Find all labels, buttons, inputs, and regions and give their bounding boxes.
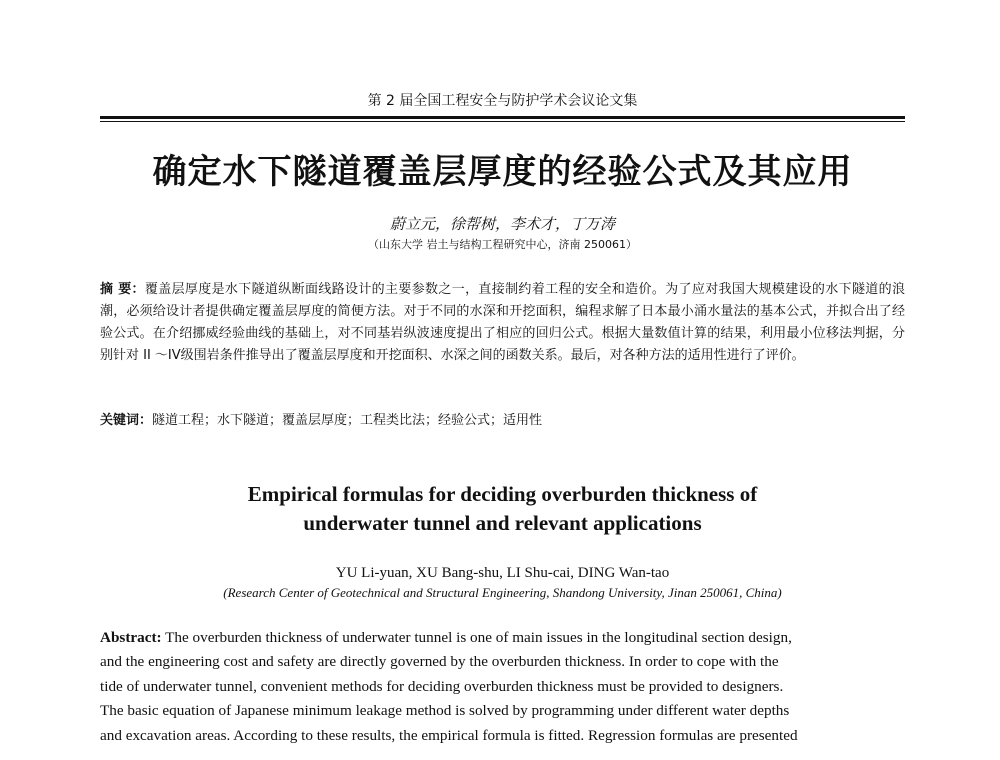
chinese-keywords-text: 隧道工程；水下隧道；覆盖层厚度；工程类比法；经验公式；适用性 bbox=[152, 413, 543, 428]
chinese-affiliation: （山东大学 岩土与结构工程研究中心，济南 250061） bbox=[368, 238, 637, 251]
chinese-abstract-label: 摘 要： bbox=[100, 282, 145, 297]
header-rule-thick bbox=[100, 116, 905, 119]
chinese-keywords bbox=[100, 411, 905, 431]
english-abstract-line: tide of underwater tunnel, convenient methods for deciding overburden thickness must be provided to designers. bbox=[100, 677, 784, 695]
header-rule-thin bbox=[100, 121, 905, 122]
running-header: 第 2 届全国工程安全与防护学术会议论文集 bbox=[367, 93, 638, 109]
chinese-abstract bbox=[100, 279, 905, 367]
chinese-authors: 蔚立元，徐帮树，李术才，丁万涛 bbox=[389, 215, 615, 233]
english-abstract bbox=[100, 626, 900, 748]
chinese-title: 确定水下隧道覆盖层厚度的经验公式及其应用 bbox=[152, 152, 853, 192]
english-abstract-line: and the engineering cost and safety are directly governed by the overburden thickness. In order to cope with the bbox=[100, 653, 779, 671]
chinese-keywords-label: 关键词： bbox=[100, 413, 153, 428]
english-title-line-2: underwater tunnel and relevant applications bbox=[303, 511, 702, 535]
english-abstract-line: Abstract: The overburden thickness of underwater tunnel is one of main issues in the longitudinal section design, bbox=[100, 629, 792, 646]
english-title-line-1: Empirical formulas for deciding overburden thickness of bbox=[247, 482, 758, 506]
english-affiliation: (Research Center of Geotechnical and Structural Engineering, Shandong University, Jinan 250061, China) bbox=[223, 585, 782, 600]
english-abstract-label: Abstract: bbox=[100, 629, 162, 646]
english-abstract-line: The basic equation of Japanese minimum leakage method is solved by programming under different water depths bbox=[100, 702, 790, 720]
english-title bbox=[100, 480, 905, 538]
english-authors: YU Li-yuan, XU Bang-shu, LI Shu-cai, DING Wan-tao bbox=[335, 565, 670, 581]
chinese-abstract-text: 覆盖层厚度是水下隧道纵断面线路设计的主要参数之一，直接制约着工程的安全和造价。为了应对我国大规模建设的水下隧道的浪潮，必须给设计者提供确定覆盖层厚度的简便方法。对于不同的水深和开挖面积，编程求解了日本最小涌水量法的基本公式，并拟合出了经验公式。在介绍挪威经验曲线的基础上，对不同基岩纵波速度提出了相应的回归公式。根据大量数值计算的结果，利用最小位移法判据，分别针对 II ～IV级围岩条件推导出了覆盖层厚度和开挖面积、水深之间的函数关系。最后，对各种方法的适用性进行了评价。 bbox=[100, 282, 905, 363]
english-abstract-line: and excavation areas. According to these results, the empirical formula is fitted. Regression formulas are presented bbox=[100, 726, 798, 744]
